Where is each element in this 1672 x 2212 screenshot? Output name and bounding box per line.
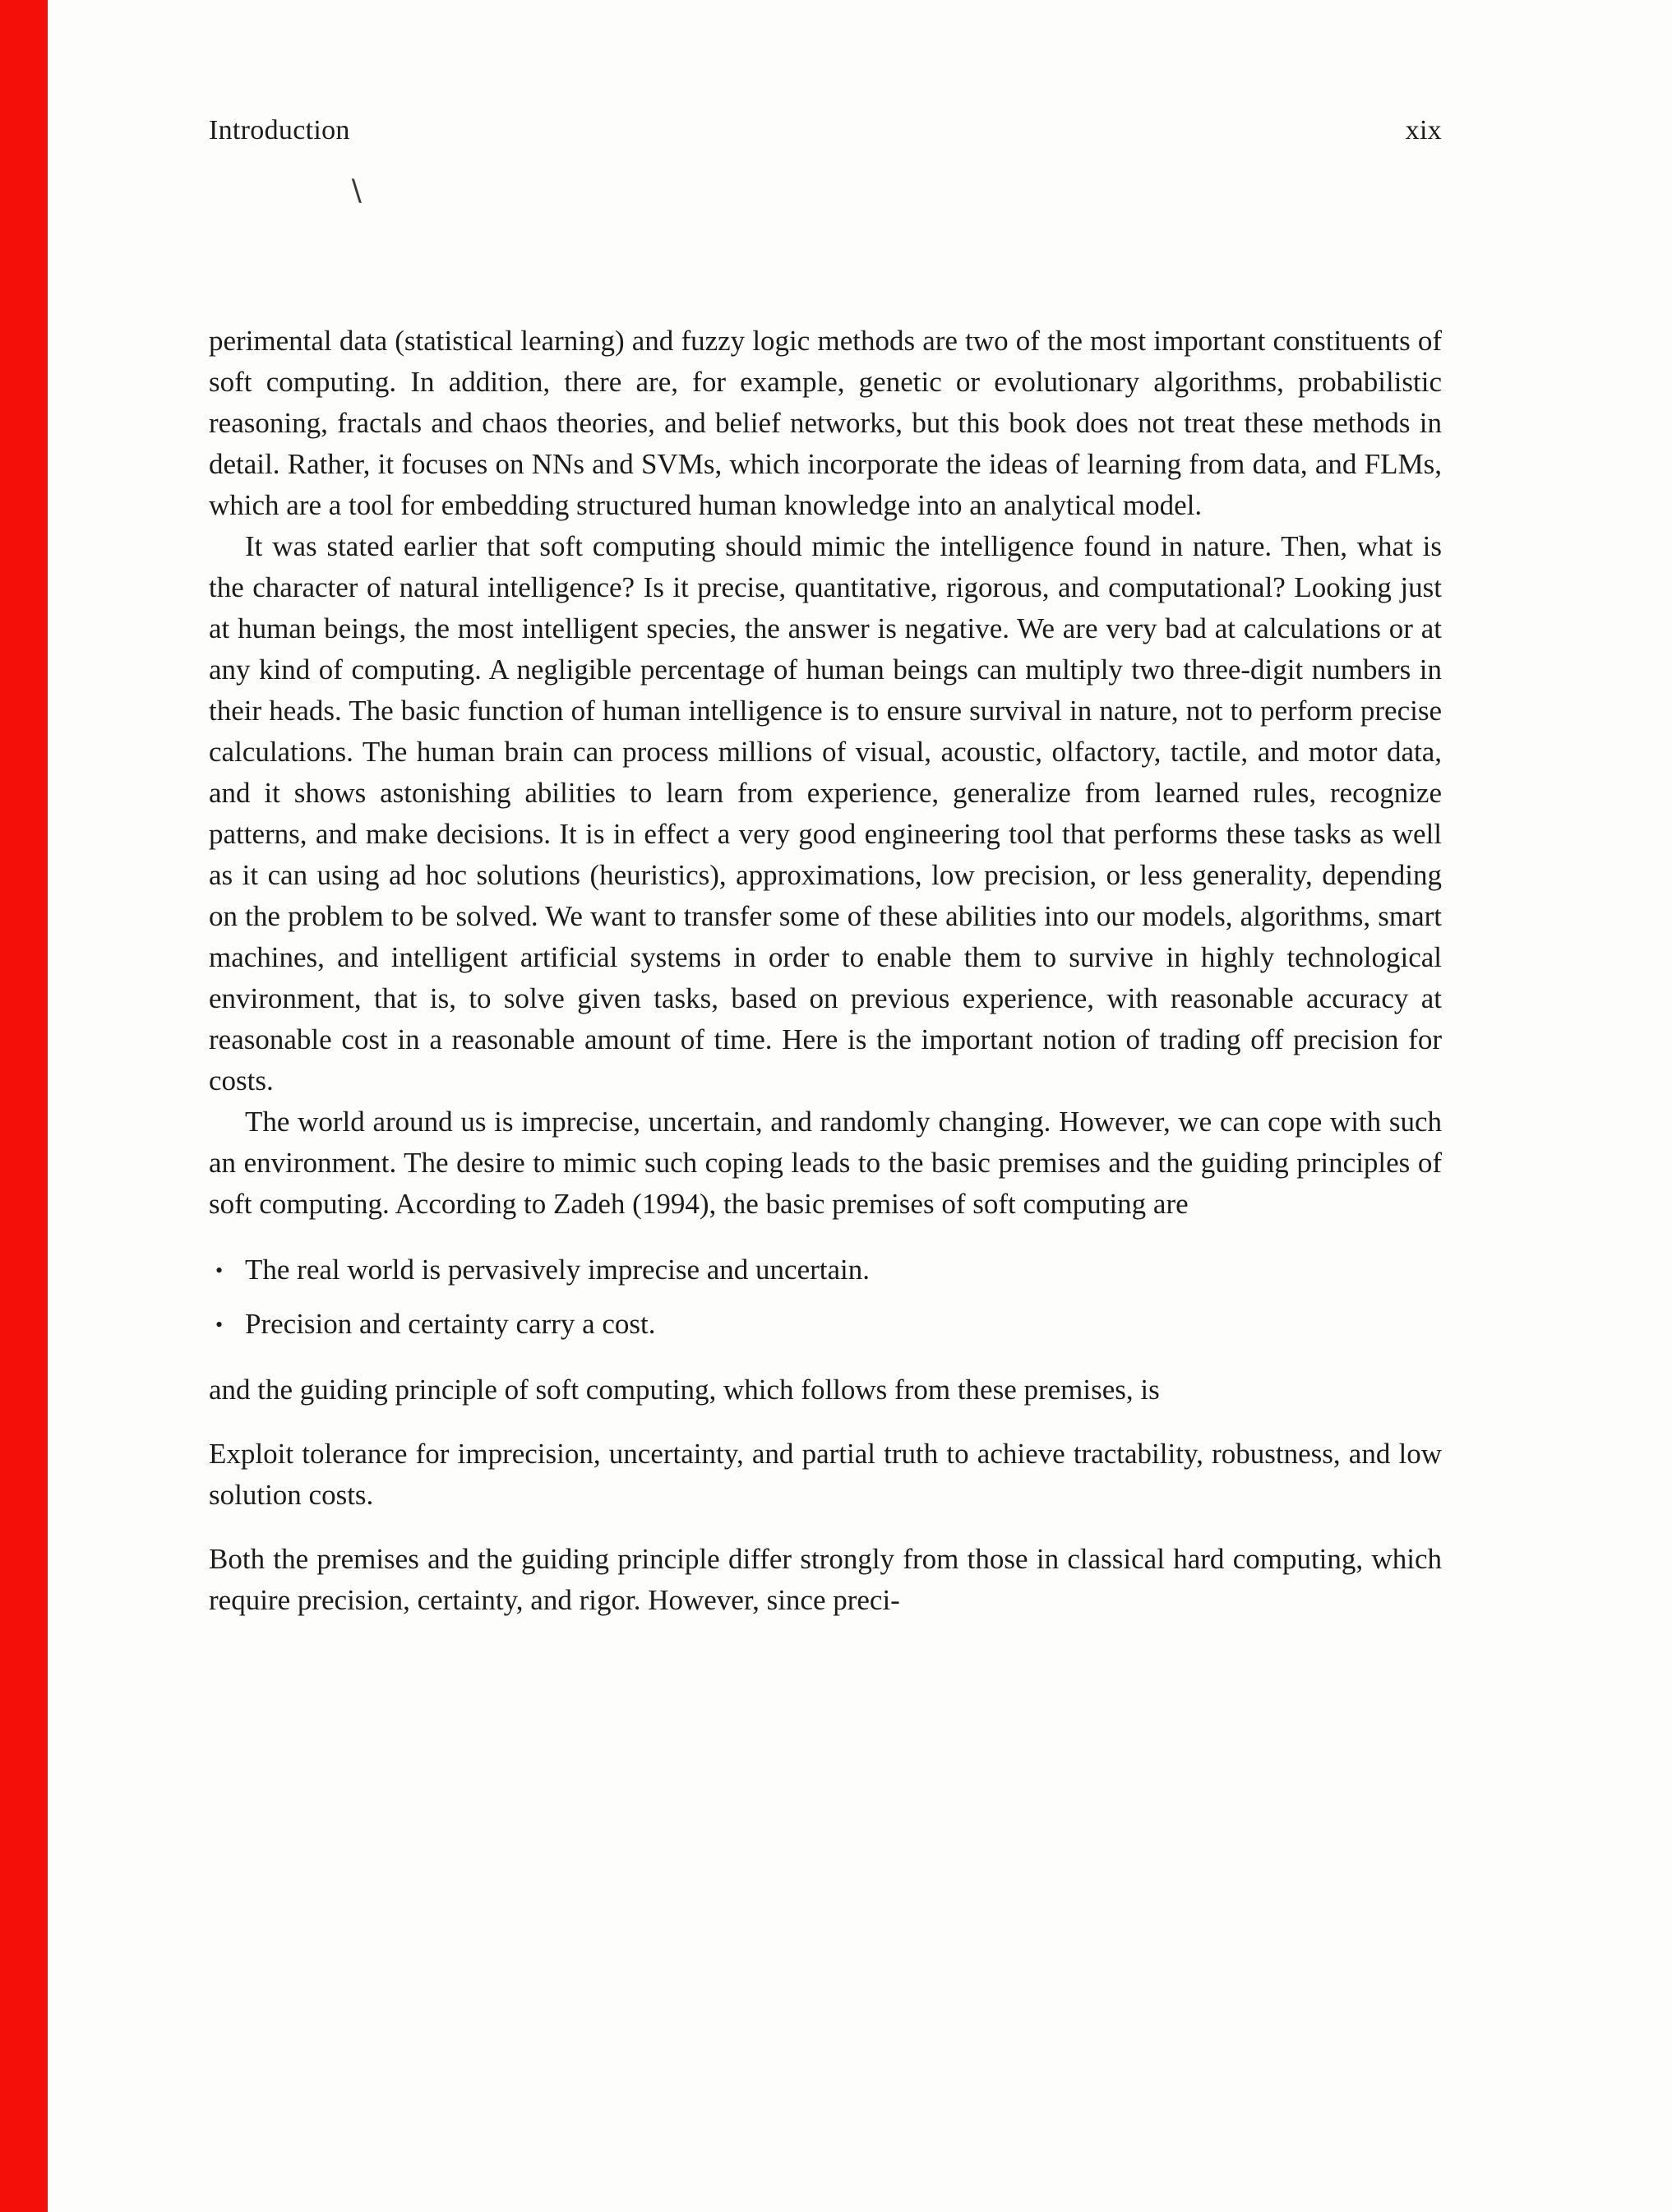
header-section-title: Introduction <box>209 115 350 145</box>
bullet-marker: • <box>215 1258 224 1282</box>
paragraph-world-around-us: The world around us is imprecise, uncertain, and randomly changing. However, we can cope with such an environment. The desire to mimic such coping leads to the basic premises and the guiding principles of soft computing. According to Zadeh (1994), the basic premises of soft computing are <box>209 1106 1442 1220</box>
paragraph-guiding-principle: and the guiding principle of soft computing, which follows from these premises, is <box>209 1374 1160 1406</box>
running-header <box>209 115 1442 146</box>
paragraph-it-was-stated: It was stated earlier that soft computing should mimic the intelligence found in nature. Then, what is the character of natural intelligence? Is it precise, quantitative, rigorous, and computational? Looking just at human beings, the most intelligent species, the answer is negative. We are very bad at calculations or at any kind of computing. A negligible percentage of human beings can multiply two three-digit numbers in their heads. The basic function of human intelligence is to ensure survival in nature, not to perform precise calculations. The human brain can process millions of visual, acoustic, olfactory, tactile, and motor data, and it shows astonishing abilities to learn from experience, generalize from learned rules, recognize patterns, and make decisions. It is in effect a very good engineering tool that performs these tasks as well as it can using ad hoc solutions (heuristics), approximations, low precision, or less generality, depending on the problem to be solved. We want to transfer some of these abilities into our models, algorithms, smart machines, and intelligent artificial systems in order to enable them to survive in highly technological environment, that is, to solve given tasks, based on previous experience, with reasonable accuracy at reasonable cost in a reasonable amount of time. Here is the important notion of trading off precision for costs. <box>209 530 1442 1097</box>
paragraph-both-premises: Both the premises and the guiding principle differ strongly from those in classical hard computing, which require precision, certainty, and rigor. However, since preci- <box>209 1543 1442 1616</box>
bullet-item <box>209 1304 1442 1345</box>
bullet-list <box>209 1249 1442 1345</box>
bullet-marker: • <box>215 1313 224 1337</box>
bullet-text: The real world is pervasively imprecise and uncertain. <box>245 1254 870 1286</box>
red-spine-bar <box>0 0 48 2212</box>
bullet-text: Precision and certainty carry a cost. <box>245 1308 656 1340</box>
paragraph-experimental-data: perimental data (statistical learning) and fuzzy logic methods are two of the most important constituents of soft computing. In addition, there are, for example, genetic or evolutionary algorithms, probabilistic reasoning, fractals and chaos theories, and belief networks, but this book does not treat these methods in detail. Rather, it focuses on NNs and SVMs, which incorporate the ideas of learning from data, and FLMs, which are a tool for embedding structured human knowledge into an analytical model. <box>209 325 1442 521</box>
page-content <box>209 0 1442 1621</box>
page-number: xix <box>1405 115 1442 145</box>
stray-pen-mark: \ <box>346 173 368 209</box>
bullet-item <box>209 1249 1442 1291</box>
body-text <box>209 321 1442 1621</box>
quote-exploit-tolerance: Exploit tolerance for imprecision, uncertainty, and partial truth to achieve tractability, robustness, and low solution costs. <box>209 1438 1442 1511</box>
